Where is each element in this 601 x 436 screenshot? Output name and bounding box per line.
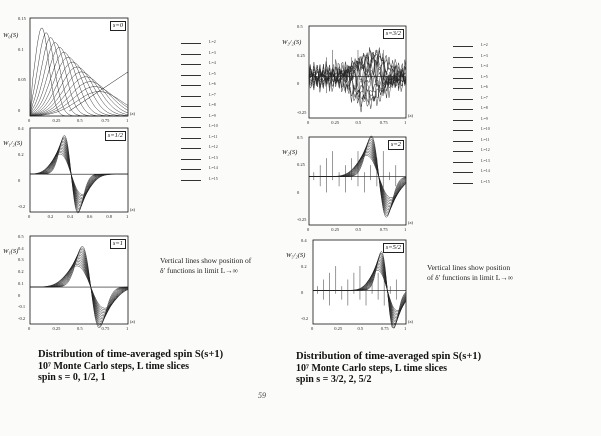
note-right-line1: Vertical lines show position (427, 263, 511, 272)
legend-right (453, 42, 513, 192)
legend-item (181, 134, 241, 144)
x-tick-s32: 0.75 (379, 120, 388, 125)
plot-s1-curves (30, 236, 128, 324)
y-tick-s2: -0.25 (297, 217, 307, 222)
x-tick-s0: 1 (126, 118, 129, 123)
x-tick-s2: 1 (404, 227, 407, 232)
x-tick-s12: 0.8 (106, 214, 113, 219)
y-tick-s12: 0.2 (18, 152, 24, 157)
x-unit-s1: (a) (130, 319, 135, 324)
legend-label: L=3 (481, 52, 488, 58)
y-tick-s2: 0 (297, 189, 300, 195)
spin-label-s2: s=2 (388, 140, 404, 150)
legend-swatch (181, 64, 201, 65)
legend-swatch (181, 75, 201, 76)
x-unit-s52: (a) (408, 319, 413, 324)
x-tick-s32: 0.25 (331, 120, 340, 125)
y-tick-s52: 0 (301, 290, 304, 295)
legend-item (453, 168, 513, 178)
legend-item (181, 123, 241, 133)
x-tick-s0: 0 (28, 118, 31, 123)
legend-label: L=9 (209, 112, 216, 118)
y-axis-label-s2: W₂(S) (282, 149, 298, 157)
legend-item (453, 63, 513, 73)
legend-swatch (181, 148, 201, 149)
y-tick-s1: 0 (18, 292, 21, 298)
plot-frame (30, 236, 128, 324)
legend-item (453, 179, 513, 189)
legend-item (453, 42, 513, 52)
legend-item (181, 165, 241, 175)
plot-s52 (286, 238, 413, 331)
legend-left (181, 39, 241, 189)
y-tick-s1: 0.3 (18, 257, 24, 263)
caption-left-line3: spin s = 0, 1/2, 1 (38, 372, 106, 383)
x-tick-s32: 1 (404, 120, 407, 125)
note-left-line1: Vertical lines show position of (160, 256, 252, 265)
legend-swatch (453, 162, 473, 163)
legend-label: L=7 (209, 91, 216, 97)
legend-label: L=11 (209, 133, 218, 139)
y-tick-s0: 0 (18, 108, 21, 113)
legend-swatch (181, 54, 201, 55)
legend-label: L=3 (209, 49, 216, 55)
y-tick-s0: 0.05 (18, 77, 26, 83)
legend-swatch (453, 78, 473, 79)
legend-swatch (453, 120, 473, 121)
legend-item (453, 147, 513, 157)
legend-item (181, 81, 241, 91)
legend-item (453, 95, 513, 105)
plot-s2 (282, 135, 413, 232)
y-tick-s12: 0 (18, 178, 21, 183)
legend-item (181, 50, 241, 60)
legend-swatch (453, 183, 473, 184)
y-tick-s2: 0.5 (297, 135, 303, 140)
legend-swatch (453, 141, 473, 142)
x-tick-s12: 0.4 (67, 214, 73, 219)
legend-label: L=15 (209, 175, 218, 181)
legend-item (181, 113, 241, 123)
legend-item (181, 71, 241, 81)
x-tick-s1: 0.25 (52, 326, 61, 331)
legend-swatch (453, 46, 473, 47)
x-unit-s2: (a) (408, 220, 413, 225)
legend-swatch (181, 85, 201, 86)
x-tick-s2: 0.25 (331, 227, 340, 232)
legend-item (453, 74, 513, 84)
x-tick-s2: 0.5 (355, 227, 362, 232)
legend-item (181, 102, 241, 112)
spin-label-s1: s=1 (110, 239, 126, 249)
legend-item (453, 158, 513, 168)
legend-label: L=7 (481, 94, 488, 100)
spin-label-s0: s=0 (110, 21, 126, 31)
legend-item (181, 92, 241, 102)
legend-label: L=6 (209, 81, 216, 86)
plot-s32 (282, 24, 413, 125)
x-tick-s12: 1 (126, 214, 129, 219)
legend-label: L=8 (481, 105, 488, 110)
legend-item (181, 60, 241, 70)
plot-s12 (3, 126, 135, 219)
legend-label: L=8 (209, 102, 216, 107)
legend-label: L=10 (209, 123, 218, 128)
legend-label: L=2 (481, 42, 488, 47)
legend-label: L=12 (209, 144, 218, 149)
curve-L4 (30, 38, 128, 116)
y-tick-s1: 0.4 (18, 245, 24, 251)
legend-label: L=10 (481, 126, 490, 131)
legend-swatch (181, 127, 201, 128)
legend-item (181, 144, 241, 154)
legend-swatch (453, 88, 473, 89)
x-tick-s52: 0.5 (357, 326, 364, 331)
legend-swatch (181, 159, 201, 160)
y-axis-label-s0: W₀(S) (3, 31, 19, 39)
legend-item (453, 116, 513, 126)
x-tick-s12: 0 (28, 214, 31, 219)
x-tick-s1: 1 (126, 326, 129, 331)
y-tick-s12: 0.4 (18, 126, 24, 131)
legend-label: L=13 (209, 154, 218, 160)
y-axis-label-s32: W₃/₂(S) (282, 38, 302, 46)
caption-right-title: Distribution of time-averaged spin S(s+1) (296, 351, 482, 362)
page-number: 59 (258, 391, 266, 400)
legend-swatch (453, 67, 473, 68)
curve-L3 (30, 33, 128, 116)
y-tick-s1: 0.2 (18, 269, 24, 275)
legend-label: L=9 (481, 115, 488, 121)
legend-item (453, 126, 513, 136)
x-tick-s12: 0.6 (86, 214, 93, 219)
legend-swatch (181, 180, 201, 181)
legend-label: L=5 (209, 70, 216, 76)
legend-swatch (181, 96, 201, 97)
legend-item (453, 105, 513, 115)
y-tick-s52: -0.2 (301, 316, 309, 321)
spin-label-s12: s=1/2 (105, 131, 126, 141)
x-tick-s0: 0.5 (77, 118, 83, 123)
legend-label: L=4 (481, 63, 488, 68)
x-tick-s12: 0.2 (47, 214, 54, 219)
legend-swatch (453, 109, 473, 110)
x-tick-s1: 0 (28, 326, 31, 331)
legend-label: L=6 (481, 84, 488, 89)
y-tick-s52: 0.4 (301, 238, 307, 243)
x-tick-s32: 0 (307, 120, 310, 125)
y-tick-s32: 0.5 (297, 24, 303, 29)
legend-swatch (181, 106, 201, 107)
legend-label: L=11 (481, 136, 490, 142)
x-tick-s2: 0.75 (379, 227, 388, 232)
x-tick-s1: 0.5 (77, 326, 83, 331)
legend-swatch (453, 130, 473, 131)
legend-item (453, 137, 513, 147)
plot-frame (309, 137, 406, 225)
plot-s1 (3, 234, 135, 331)
spin-label-s32: s=3/2 (383, 29, 404, 39)
x-tick-s1: 0.75 (101, 326, 110, 331)
note-left-line2: δ′ functions in limit L→∞ (160, 265, 239, 275)
legend-item (181, 176, 241, 186)
y-axis-label-s1: W₁(S) (3, 248, 19, 256)
y-tick-s32: 0.25 (297, 52, 305, 58)
legend-swatch (453, 57, 473, 58)
plot-s0 (3, 16, 135, 123)
caption-left-title: Distribution of time-averaged spin S(s+1) (38, 349, 224, 360)
legend-item (453, 53, 513, 63)
legend-swatch (453, 151, 473, 152)
x-tick-s52: 0 (311, 326, 314, 331)
legend-item (453, 84, 513, 94)
plot-s0-curves (30, 18, 128, 116)
legend-label: L=13 (481, 157, 490, 163)
legend-swatch (181, 43, 201, 44)
x-tick-s2: 0 (307, 227, 310, 232)
x-tick-s32: 0.5 (355, 120, 362, 125)
caption-left (38, 349, 288, 384)
curve-L10 (30, 67, 128, 116)
caption-right-line3: spin s = 3/2, 2, 5/2 (296, 374, 372, 385)
note-right-line2: of δ′ functions in limit L→∞ (427, 272, 514, 282)
x-tick-s0: 0.75 (101, 118, 110, 123)
y-tick-s52: 0.2 (301, 264, 307, 269)
legend-swatch (181, 138, 201, 139)
caption-right (296, 351, 556, 386)
legend-swatch (453, 172, 473, 173)
x-unit-s32: (a) (408, 113, 413, 118)
x-unit-s0: (a) (130, 111, 135, 116)
y-tick-s32: -0.25 (297, 110, 307, 115)
legend-label: L=4 (209, 60, 216, 65)
legend-swatch (181, 117, 201, 118)
y-tick-s1: -0.2 (18, 316, 26, 321)
legend-label: L=14 (481, 168, 490, 173)
plot-frame (309, 26, 406, 118)
x-tick-s52: 0.25 (334, 326, 343, 331)
x-tick-s52: 1 (404, 326, 407, 331)
curve-L14 (30, 87, 128, 116)
y-tick-s32: 0 (297, 81, 300, 87)
legend-item (181, 39, 241, 49)
legend-label: L=15 (481, 178, 490, 184)
legend-label: L=14 (209, 165, 218, 170)
y-axis-label-s52: W₅/₂(S) (286, 251, 306, 259)
x-tick-s52: 0.75 (380, 326, 389, 331)
y-axis-label-s12: W₁/₂(S) (3, 139, 23, 147)
diagonal-line (69, 72, 128, 111)
y-tick-s1: 0.5 (18, 234, 24, 239)
note-right (427, 263, 547, 282)
x-tick-s0: 0.25 (52, 118, 61, 123)
x-unit-s12: (a) (130, 207, 135, 212)
spin-label-s52: s=5/2 (383, 243, 404, 253)
y-tick-s0: 0.15 (18, 16, 26, 21)
legend-swatch (181, 169, 201, 170)
legend-label: L=2 (209, 39, 216, 44)
y-tick-s2: 0.25 (297, 162, 305, 168)
caption-right-line2: 10⁷ Monte Carlo steps, L time slices (296, 362, 448, 374)
legend-item (181, 155, 241, 165)
note-left (160, 256, 280, 275)
y-tick-s1: 0.1 (18, 280, 24, 286)
legend-swatch (453, 99, 473, 100)
legend-label: L=12 (481, 147, 490, 152)
plot-s2-curves (309, 137, 406, 225)
legend-label: L=5 (481, 73, 488, 79)
y-tick-s0: 0.1 (18, 46, 24, 52)
y-tick-s12: -0.2 (18, 204, 26, 209)
y-tick-s1: -0.1 (18, 304, 26, 310)
caption-left-line2: 10⁷ Monte Carlo steps, L time slices (38, 360, 190, 372)
plot-s32-curves (309, 26, 406, 118)
